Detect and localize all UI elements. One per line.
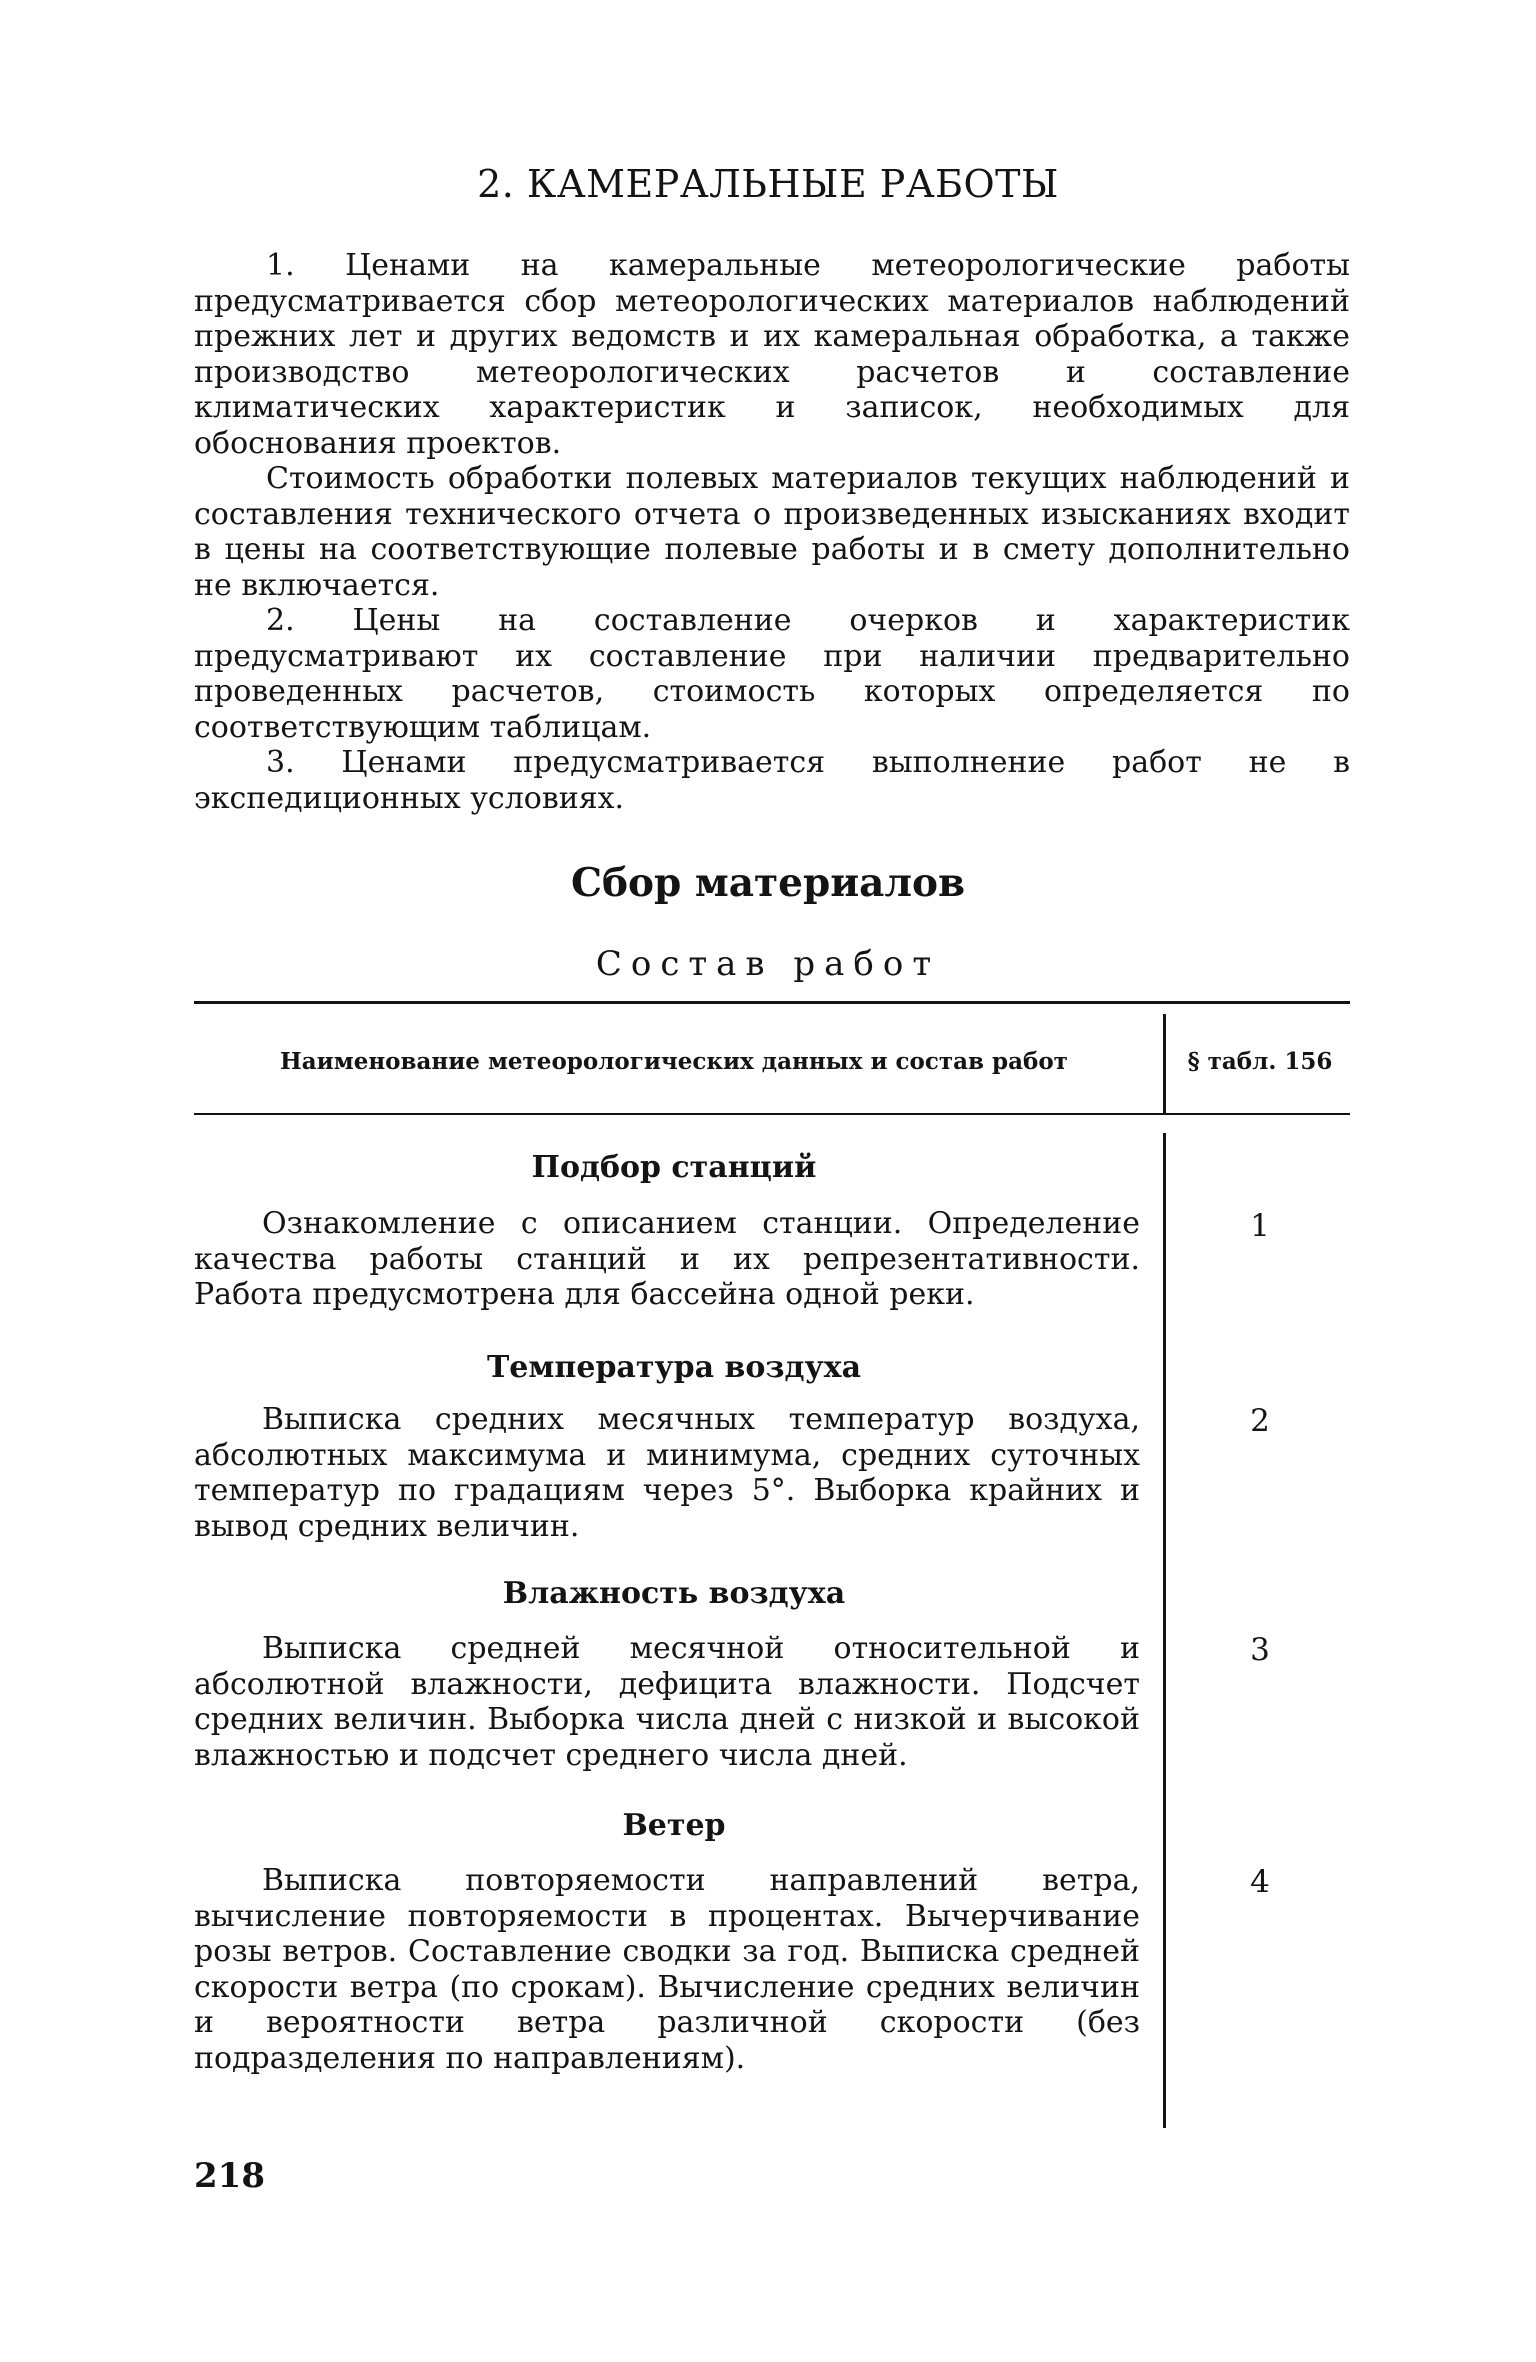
row-description: Ознакомление с описанием станции. Определение качества работы станций и их репрезентативности. Работа предусмотрена для бассейна одной реки.	[194, 1206, 1140, 1312]
table-top-rule	[194, 1001, 1350, 1004]
table-header-divider	[1163, 1014, 1166, 1114]
table-body-divider	[1163, 1133, 1166, 2128]
intro-paragraph: 3. Ценами предусматривается выполнение работ не в экспедиционных условиях.	[194, 745, 1350, 816]
intro-paragraph: 1. Ценами на камеральные метеорологические работы предусматривается сбор метеорологических материалов наблюдений прежних лет и других ведомств и их камеральная обработка, а также производство метеорологических расчетов и составление климатических характеристик и записок, необходимых для обоснования проектов.	[194, 248, 1350, 461]
table-header-name: Наименование метеорологических данных и состав работ	[280, 1048, 1068, 1075]
row-text	[194, 1631, 1140, 1773]
row-description: Выписка повторяемости направлений ветра, вычисление повторяемости в процентах. Вычерчивание розы ветров. Составление сводки за год. Выписка средней скорости ветра (по срокам). Вычисление средних величин и вероятности ветра различной скорости (без подразделения по направлениям).	[194, 1863, 1140, 2076]
intro-text	[194, 248, 1350, 816]
row-number: 2	[1250, 1403, 1270, 1439]
row-text	[194, 1863, 1140, 2076]
row-number: 4	[1250, 1864, 1270, 1900]
row-description: Выписка средней месячной относительной и абсолютной влажности, дефицита влажности. Подсчет средних величин. Выборка числа дней с низкой и высокой влажностью и подсчет среднего числа дней.	[194, 1631, 1140, 1773]
block-title: Сбор материалов	[570, 860, 966, 906]
row-title: Влажность воздуха	[502, 1576, 846, 1611]
intro-paragraph: Стоимость обработки полевых материалов текущих наблюдений и составления технического отчета о произведенных изысканиях входит в цены на соответствующие полевые работы и в смету дополнительно не включается.	[194, 461, 1350, 603]
row-title: Подбор станций	[531, 1150, 817, 1185]
row-number: 1	[1250, 1208, 1270, 1244]
block-subtitle: Состав работ	[595, 944, 941, 984]
row-number: 3	[1250, 1632, 1270, 1668]
row-text	[194, 1402, 1140, 1544]
intro-paragraph: 2. Цены на составление очерков и характеристик предусматривают их составление при наличии предварительно проведенных расчетов, стоимость которых определяется по соответствующим таблицам.	[194, 603, 1350, 745]
row-title: Ветер	[622, 1808, 726, 1843]
table-header-rule	[194, 1113, 1350, 1115]
section-heading: 2. КАМЕРАЛЬНЫЕ РАБОТЫ	[477, 162, 1059, 206]
table-header-ref: § табл. 156	[1187, 1048, 1333, 1075]
page-number: 218	[194, 2156, 265, 2196]
row-title: Температура воздуха	[486, 1350, 862, 1385]
row-text	[194, 1206, 1140, 1313]
row-description: Выписка средних месячных температур воздуха, абсолютных максимума и минимума, средних суточных температур по градациям через 5°. Выборка крайних и вывод средних величин.	[194, 1402, 1140, 1544]
